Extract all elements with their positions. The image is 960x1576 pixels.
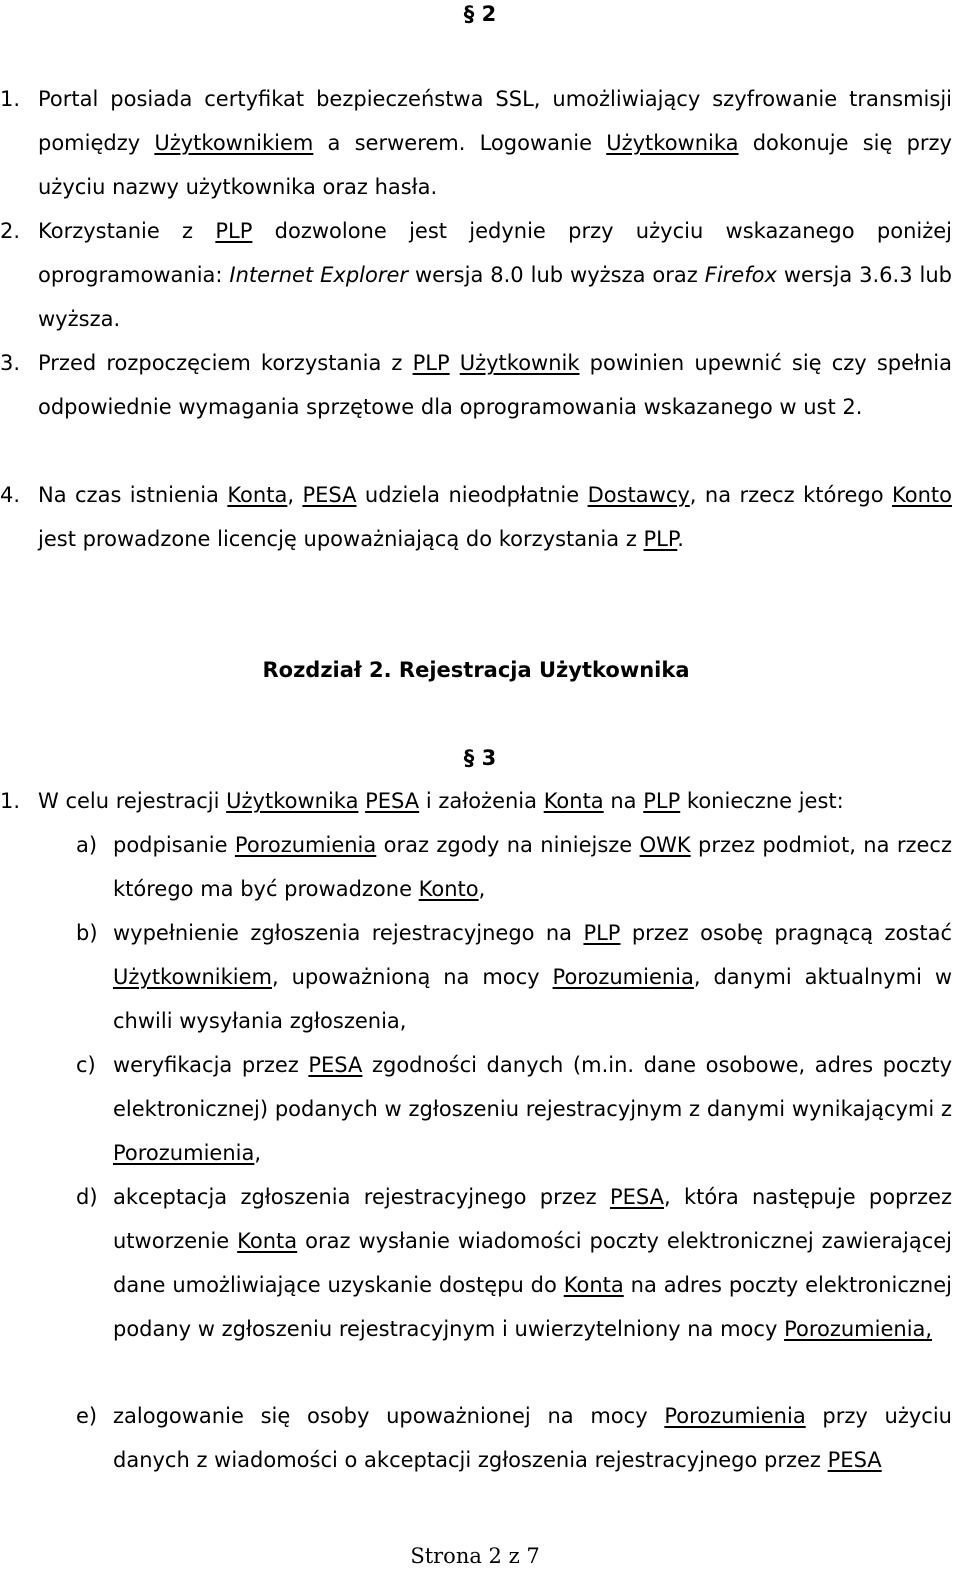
section-2-point-4: [0, 473, 952, 561]
subpoint-text: akceptacja zgłoszenia rejestracyjnego przez PESA, która następuje poprzez utworzenie Konta oraz wysłanie wiadomości poczty elektronicznej zawierającej dane umożliwiające uzyskanie dostępu do Konta na adres poczty elektronicznej podany w zgłoszeniu rejestracyjnym i uwierzytelniony na mocy Porozumienia,: [113, 1185, 953, 1341]
term-link: PESA: [609, 1185, 664, 1209]
software-name: Firefox: [704, 263, 777, 287]
term-link: PLP: [215, 219, 253, 243]
term-link: Użytkownika: [606, 131, 739, 155]
subpoint-b: [0, 911, 952, 1043]
subpoint-label: d): [76, 1185, 98, 1209]
term-link: PESA: [308, 1053, 363, 1077]
point-text: Korzystanie z PLP dozwolone jest jedynie przy użyciu wskazanego poniżej oprogramowania: Internet Explorer wersja 8.0 lub wyższa oraz Firefox wersja 3.6.3 lub wyższa.: [38, 219, 952, 331]
term-link: Konta: [237, 1229, 298, 1253]
subpoint-text: wypełnienie zgłoszenia rejestracyjnego na PLP przez osobę pragnącą zostać Użytkownikiem, upoważnioną na mocy Porozumienia, danymi aktualnymi w chwili wysyłania zgłoszenia,: [113, 921, 952, 1033]
term-link: Konto: [892, 483, 952, 507]
term-link: PLP: [643, 527, 678, 551]
term-link: Użytkownik: [459, 351, 580, 375]
point-number: 1.: [0, 87, 21, 111]
page-footer: Strona 2 z 7: [410, 1544, 540, 1568]
term-link: PLP: [643, 789, 681, 813]
subpoint-a: [0, 823, 952, 911]
term-link: PESA: [365, 789, 420, 813]
term-link: PESA: [302, 483, 357, 507]
term-link: Konta: [563, 1273, 624, 1297]
term-link: Porozumienia: [113, 1141, 255, 1165]
subpoint-label: e): [76, 1404, 98, 1428]
point-number: 2.: [0, 219, 21, 243]
point-number: 4.: [0, 483, 21, 507]
term-link: Użytkownika: [226, 789, 359, 813]
term-link: Porozumienia: [552, 965, 694, 989]
term-link: Użytkownikiem: [154, 131, 314, 155]
term-link: Porozumienia,: [784, 1317, 933, 1341]
term-link: Konto: [418, 877, 479, 901]
section-3-heading: § 3: [463, 746, 497, 770]
term-link: PESA: [827, 1448, 882, 1472]
point-text: Portal posiada certyfikat bezpieczeństwa SSL, umożliwiający szyfrowanie transmisji pomiędzy Użytkownikiem a serwerem. Logowanie Użytkownika dokonuje się przy użyciu nazwy użytkownika oraz hasła.: [38, 87, 952, 199]
point-text: Na czas istnienia Konta, PESA udziela nieodpłatnie Dostawcy, na rzecz którego Konto jest prowadzone licencję upoważniającą do korzystania z PLP.: [38, 483, 952, 551]
software-name: Internet Explorer: [229, 263, 409, 287]
subpoint-text: podpisanie Porozumienia oraz zgody na niniejsze OWK przez podmiot, na rzecz którego ma być prowadzone Konto,: [113, 833, 952, 901]
term-link: Użytkownikiem: [113, 965, 273, 989]
subpoint-text: zalogowanie się osoby upoważnionej na mocy Porozumienia przy użyciu danych z wiadomości o akceptacji zgłoszenia rejestracyjnego przez PESA: [113, 1404, 952, 1472]
subpoint-text: weryfikacja przez PESA zgodności danych (m.in. dane osobowe, adres poczty elektronicznej) podanych w zgłoszeniu rejestracyjnym z danymi wynikającymi z Porozumienia,: [113, 1053, 953, 1165]
point-number: 3.: [0, 351, 21, 375]
subpoint-e: [0, 1394, 952, 1482]
point-number: 1.: [0, 789, 21, 813]
section-2-point-1: [0, 77, 952, 209]
subpoint-label: c): [76, 1053, 96, 1077]
term-link: PLP: [583, 921, 621, 945]
term-link: Porozumienia: [664, 1404, 806, 1428]
term-link: Porozumienia: [234, 833, 377, 857]
term-link: Konta: [543, 789, 604, 813]
term-link: Konta: [227, 483, 288, 507]
subpoint-label: b): [76, 921, 98, 945]
term-link: Dostawcy: [587, 483, 690, 507]
subpoint-c: [0, 1043, 952, 1175]
subpoint-d: [0, 1175, 952, 1351]
section-2-point-3: [0, 341, 952, 429]
section-3-point-1: [0, 779, 952, 823]
point-text: W celu rejestracji Użytkownika PESA i założenia Konta na PLP konieczne jest:: [38, 789, 844, 813]
subpoint-label: a): [76, 833, 98, 857]
section-2-point-2: [0, 209, 952, 341]
chapter-title: Rozdział 2. Rejestracja Użytkownika: [262, 658, 690, 682]
term-link: OWK: [639, 833, 691, 857]
point-text: Przed rozpoczęciem korzystania z PLP Użytkownik powinien upewnić się czy spełnia odpowiednie wymagania sprzętowe dla oprogramowania wskazanego w ust 2.: [38, 351, 952, 419]
term-link: PLP: [412, 351, 450, 375]
section-2-heading: § 2: [463, 2, 497, 26]
